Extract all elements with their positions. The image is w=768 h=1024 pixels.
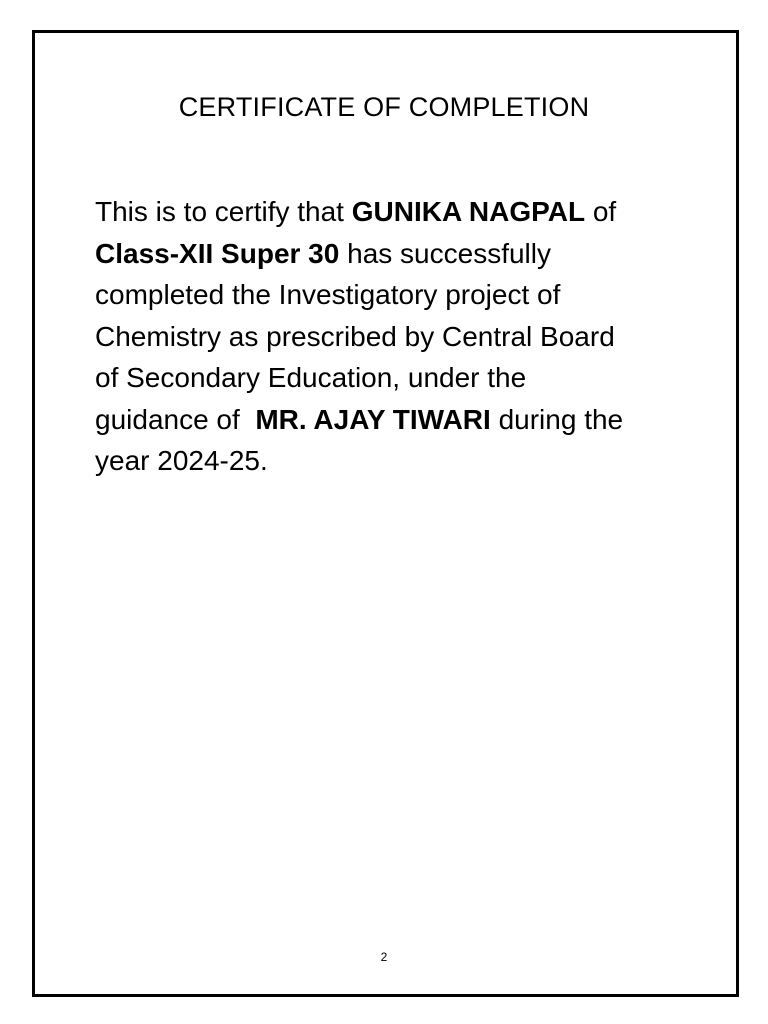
page-border (32, 30, 739, 997)
after-class-text: has successfully (339, 237, 551, 269)
certificate-title: CERTIFICATE OF COMPLETION (178, 92, 590, 122)
intro-text: This is to certify that (95, 196, 352, 227)
body-line-3: completed the Investigatory project of (95, 279, 561, 310)
certificate-body (95, 191, 695, 482)
after-name-text: of (585, 196, 617, 227)
guidance-prefix-text: guidance of (95, 403, 256, 435)
body-line-6 (95, 399, 695, 441)
after-guide-text: during the (490, 403, 624, 435)
body-line-1 (95, 191, 695, 233)
guide-name: MR. AJAY TIWARI (255, 403, 491, 435)
student-name: GUNIKA NAGPAL (351, 196, 586, 227)
class-name: Class-XII Super 30 (95, 237, 340, 269)
body-line-2 (95, 233, 695, 275)
body-line-5: of Secondary Education, under the (95, 362, 527, 393)
page-number: 2 (380, 950, 388, 964)
body-line-4: Chemistry as prescribed by Central Board (95, 320, 615, 352)
body-line-7: year 2024-25. (95, 445, 268, 476)
